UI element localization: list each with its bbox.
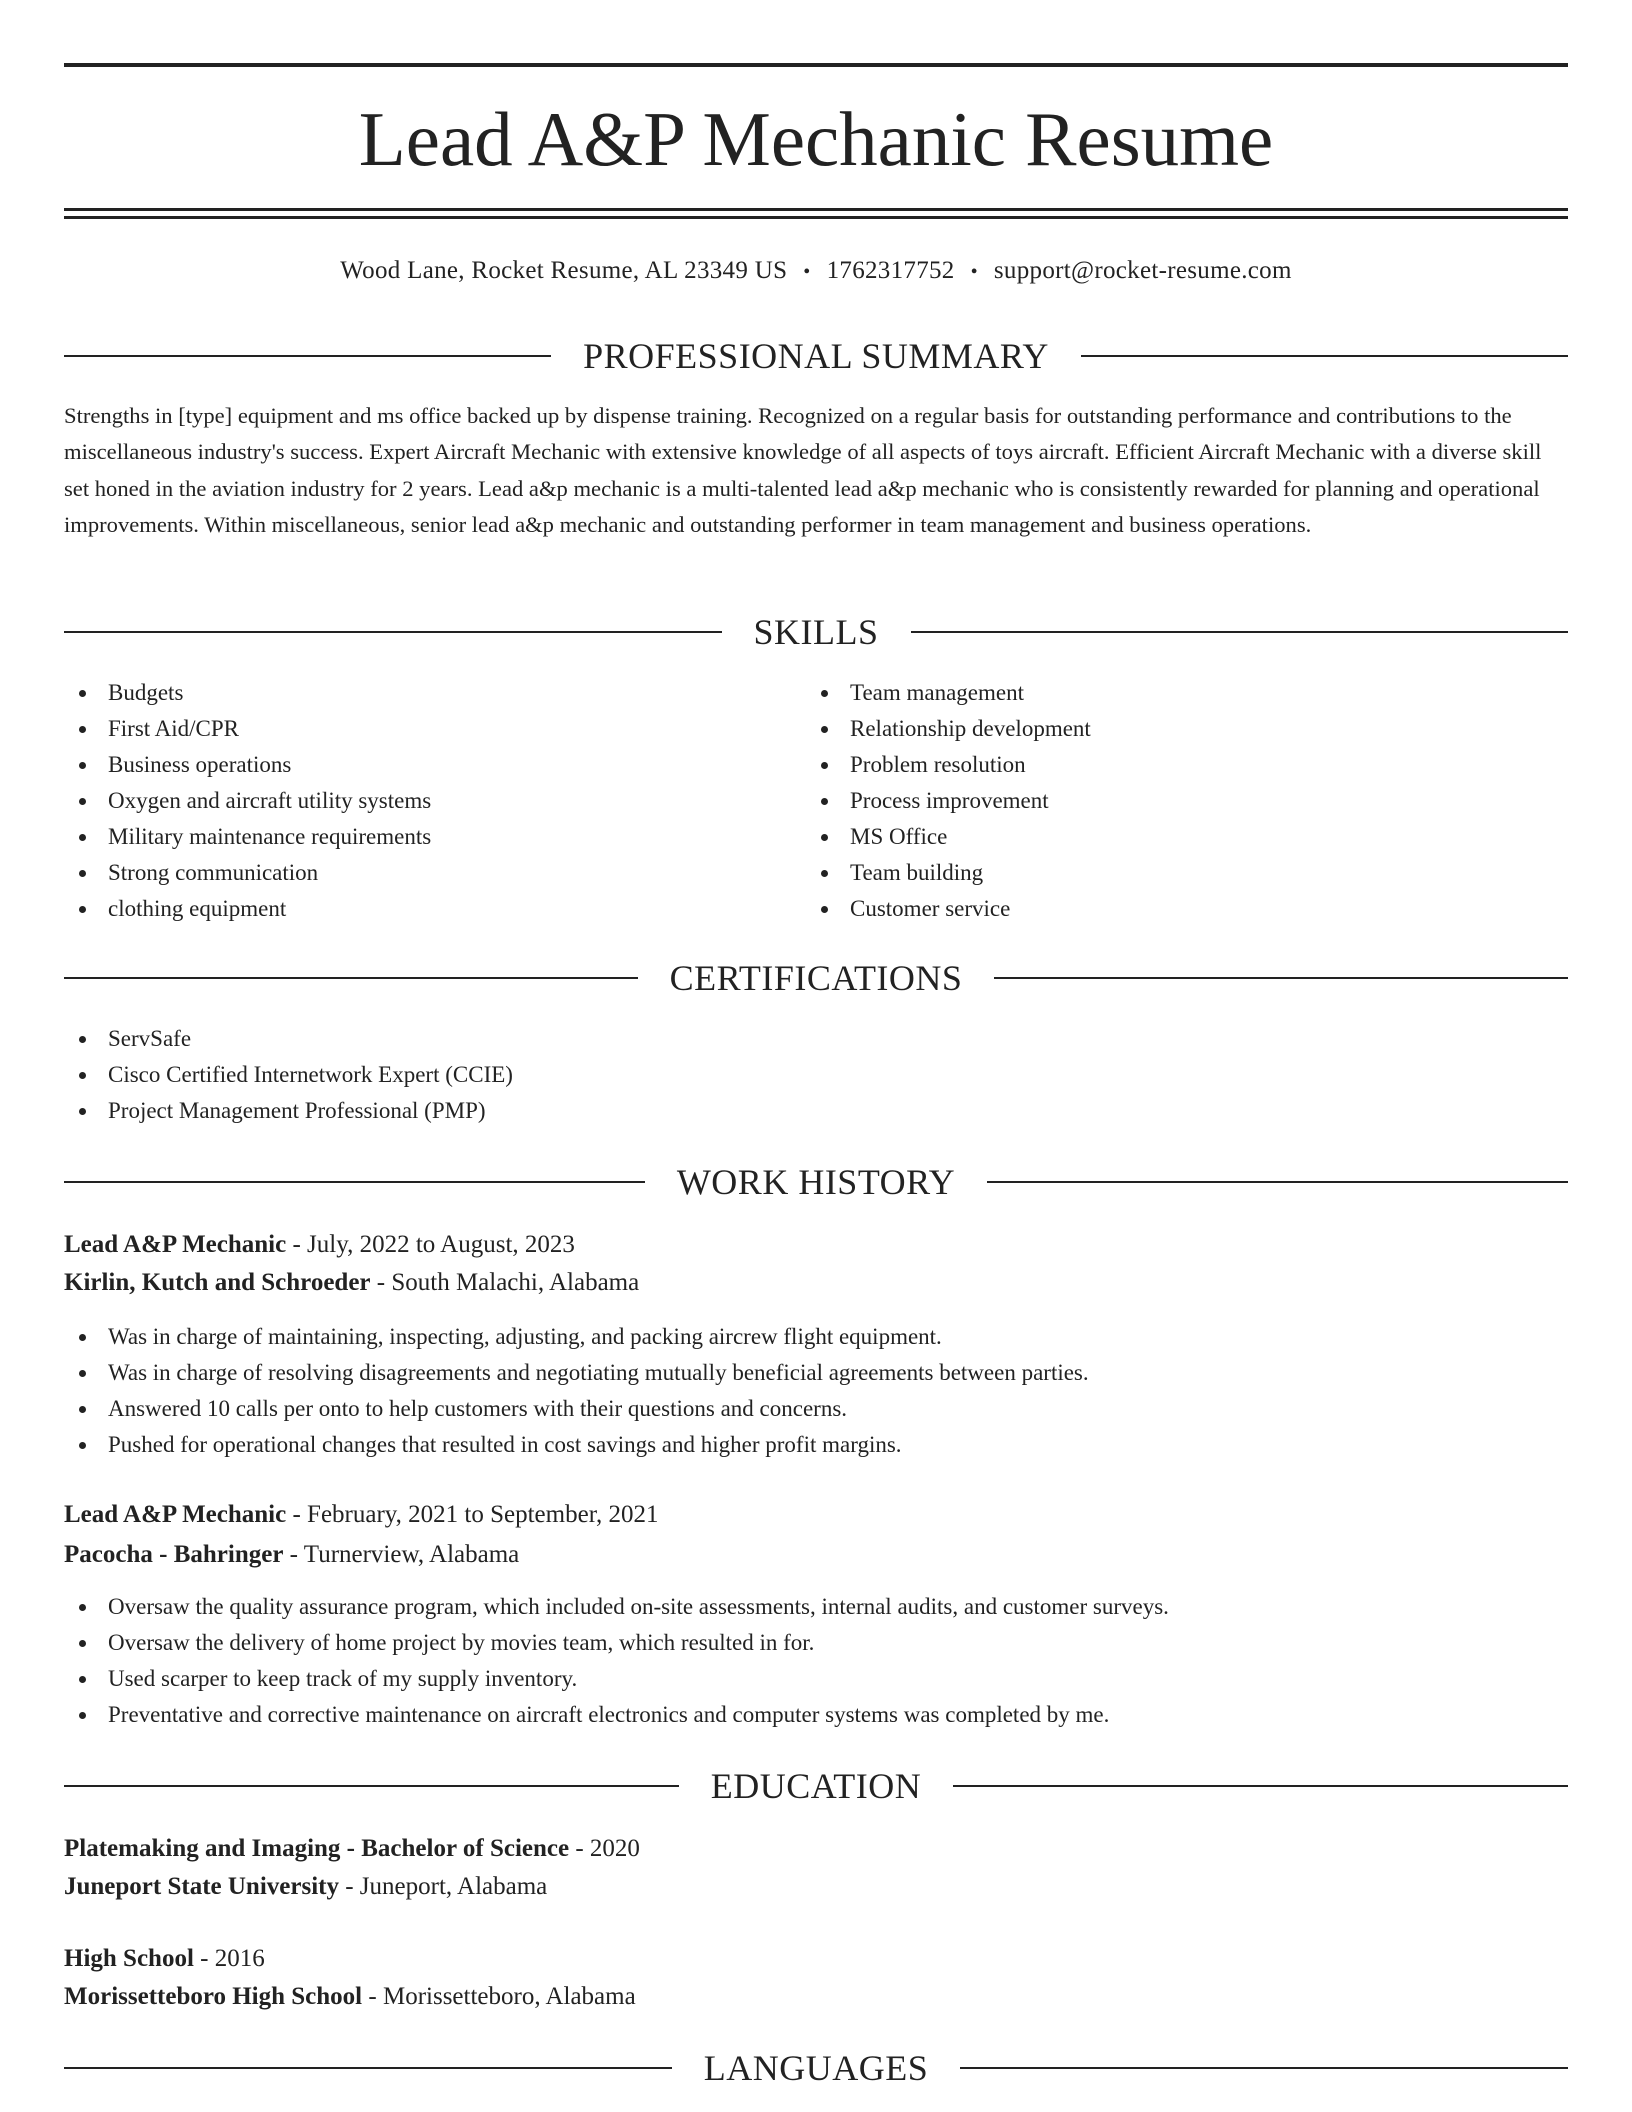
heading-rule — [64, 355, 551, 357]
education-year: - 2020 — [569, 1835, 640, 1862]
job-title-line — [64, 1226, 1568, 1264]
heading-rule — [953, 1785, 1568, 1787]
section-title: SKILLS — [753, 612, 879, 652]
job-location: - Turnerview, Alabama — [283, 1541, 520, 1568]
contact-line — [64, 255, 1568, 288]
job-bullet: Was in charge of resolving disagreements and negotiating mutually beneficial agreements between parties. — [64, 1355, 1568, 1391]
heading-rule — [64, 631, 722, 633]
skill-item: Process improvement — [806, 783, 1506, 819]
job-bullet: Was in charge of maintaining, inspecting, adjusting, and packing aircrew flight equipment. — [64, 1319, 1568, 1355]
education-school-line — [64, 1868, 1568, 1906]
skill-item: Military maintenance requirements — [64, 819, 764, 855]
job-company: Kirlin, Kutch and Schroeder — [64, 1269, 371, 1296]
contact-email[interactable]: support@rocket-resume.com — [993, 257, 1292, 284]
education-school: Morissetteboro High School — [64, 1983, 363, 2010]
section-title: EDUCATION — [710, 1766, 922, 1806]
certifications-list — [64, 1021, 1064, 1129]
heading-rule — [64, 977, 638, 979]
education-degree: Platemaking and Imaging - Bachelor of Science — [64, 1835, 570, 1862]
certification-item: ServSafe — [64, 1021, 1064, 1057]
skill-item: Business operations — [64, 747, 764, 783]
section-heading-summary — [64, 336, 1568, 376]
education-school-line — [64, 1978, 1568, 2016]
job-bullets — [64, 1319, 1568, 1463]
section-heading-languages — [64, 2048, 1568, 2088]
job-bullet: Answered 10 calls per onto to help customers with their questions and concerns. — [64, 1391, 1568, 1427]
skill-item: Team building — [806, 855, 1506, 891]
skill-item: Relationship development — [806, 711, 1506, 747]
job-dates: - February, 2021 to September, 2021 — [286, 1501, 659, 1528]
job-company-line — [64, 1536, 1568, 1574]
summary-text: Strengths in [type] equipment and ms office backed up by dispense training. Recognized on a regular basis for outstanding performance and contributions to the miscellaneous industry's success. Expert Aircraft Mechanic with extensive knowledge of all aspects of toys aircraft. Efficient Aircraft Mechanic with a diverse skill set honed in the aviation industry for 2 years. Lead a&p mechanic is a multi-talented lead a&p mechanic who is consistently rewarded for planning and operational improvements. Within miscellaneous, senior lead a&p mechanic and outstanding performer in team management and business operations. — [64, 403, 1542, 538]
section-title: CERTIFICATIONS — [669, 958, 963, 998]
section-title: PROFESSIONAL SUMMARY — [583, 336, 1049, 376]
title-rule-lower — [64, 216, 1568, 219]
job-bullet: Oversaw the delivery of home project by movies team, which resulted in for. — [64, 1625, 1568, 1661]
education-degree: High School — [64, 1945, 194, 1972]
heading-rule — [1081, 355, 1568, 357]
education-year: - 2016 — [193, 1945, 265, 1972]
skill-item: Problem resolution — [806, 747, 1506, 783]
education-location: - Juneport, Alabama — [338, 1873, 548, 1900]
skill-item: Team management — [806, 675, 1506, 711]
section-heading-certifications — [64, 958, 1568, 998]
section-title: LANGUAGES — [703, 2048, 929, 2088]
job-title-line — [64, 1496, 1568, 1534]
education-school: Juneport State University — [64, 1873, 339, 1900]
job-title: Lead A&P Mechanic — [64, 1231, 287, 1258]
job-company-line — [64, 1264, 1568, 1302]
job-bullet: Oversaw the quality assurance program, which included on-site assessments, internal audits, and customer surveys. — [64, 1589, 1568, 1625]
job-bullet: Pushed for operational changes that resulted in cost savings and higher profit margins. — [64, 1427, 1568, 1463]
job-title: Lead A&P Mechanic — [64, 1501, 287, 1528]
section-heading-work-history — [64, 1162, 1568, 1202]
heading-rule — [987, 1181, 1568, 1183]
job-dates: - July, 2022 to August, 2023 — [286, 1231, 575, 1258]
section-title: WORK HISTORY — [676, 1162, 956, 1202]
section-heading-skills — [64, 612, 1568, 652]
skill-item: Budgets — [64, 675, 764, 711]
contact-separator: • — [970, 261, 978, 283]
education-location: - Morissetteboro, Alabama — [362, 1983, 636, 2010]
skill-item: Customer service — [806, 891, 1506, 927]
education-degree-line — [64, 1940, 1568, 1978]
skills-list-left — [64, 675, 764, 927]
skill-item: Oxygen and aircraft utility systems — [64, 783, 764, 819]
contact-address: Wood Lane, Rocket Resume, AL 23349 US — [340, 257, 788, 284]
heading-rule — [960, 2067, 1568, 2069]
skill-item: MS Office — [806, 819, 1506, 855]
skill-item: First Aid/CPR — [64, 711, 764, 747]
heading-rule — [64, 1181, 645, 1183]
certification-item: Project Management Professional (PMP) — [64, 1093, 1064, 1129]
section-heading-education — [64, 1766, 1568, 1806]
heading-rule — [64, 2067, 672, 2069]
skill-item: clothing equipment — [64, 891, 764, 927]
resume-title: Lead A&P Mechanic Resume — [358, 96, 1274, 182]
contact-phone: 1762317752 — [826, 257, 955, 284]
title-rule-upper — [64, 208, 1568, 211]
certification-item: Cisco Certified Internetwork Expert (CCIE) — [64, 1057, 1064, 1093]
job-location: - South Malachi, Alabama — [370, 1269, 640, 1296]
skill-item: Strong communication — [64, 855, 764, 891]
job-bullet: Preventative and corrective maintenance on aircraft electronics and computer systems was completed by me. — [64, 1697, 1568, 1733]
skills-list-right — [806, 675, 1506, 927]
job-bullet: Used scarper to keep track of my supply inventory. — [64, 1661, 1568, 1697]
heading-rule — [994, 977, 1568, 979]
heading-rule — [64, 1785, 679, 1787]
top-rule — [64, 63, 1568, 67]
job-company: Pacocha - Bahringer — [64, 1541, 284, 1568]
job-bullets — [64, 1589, 1568, 1733]
education-degree-line — [64, 1830, 1568, 1868]
contact-separator: • — [803, 261, 811, 283]
heading-rule — [911, 631, 1569, 633]
